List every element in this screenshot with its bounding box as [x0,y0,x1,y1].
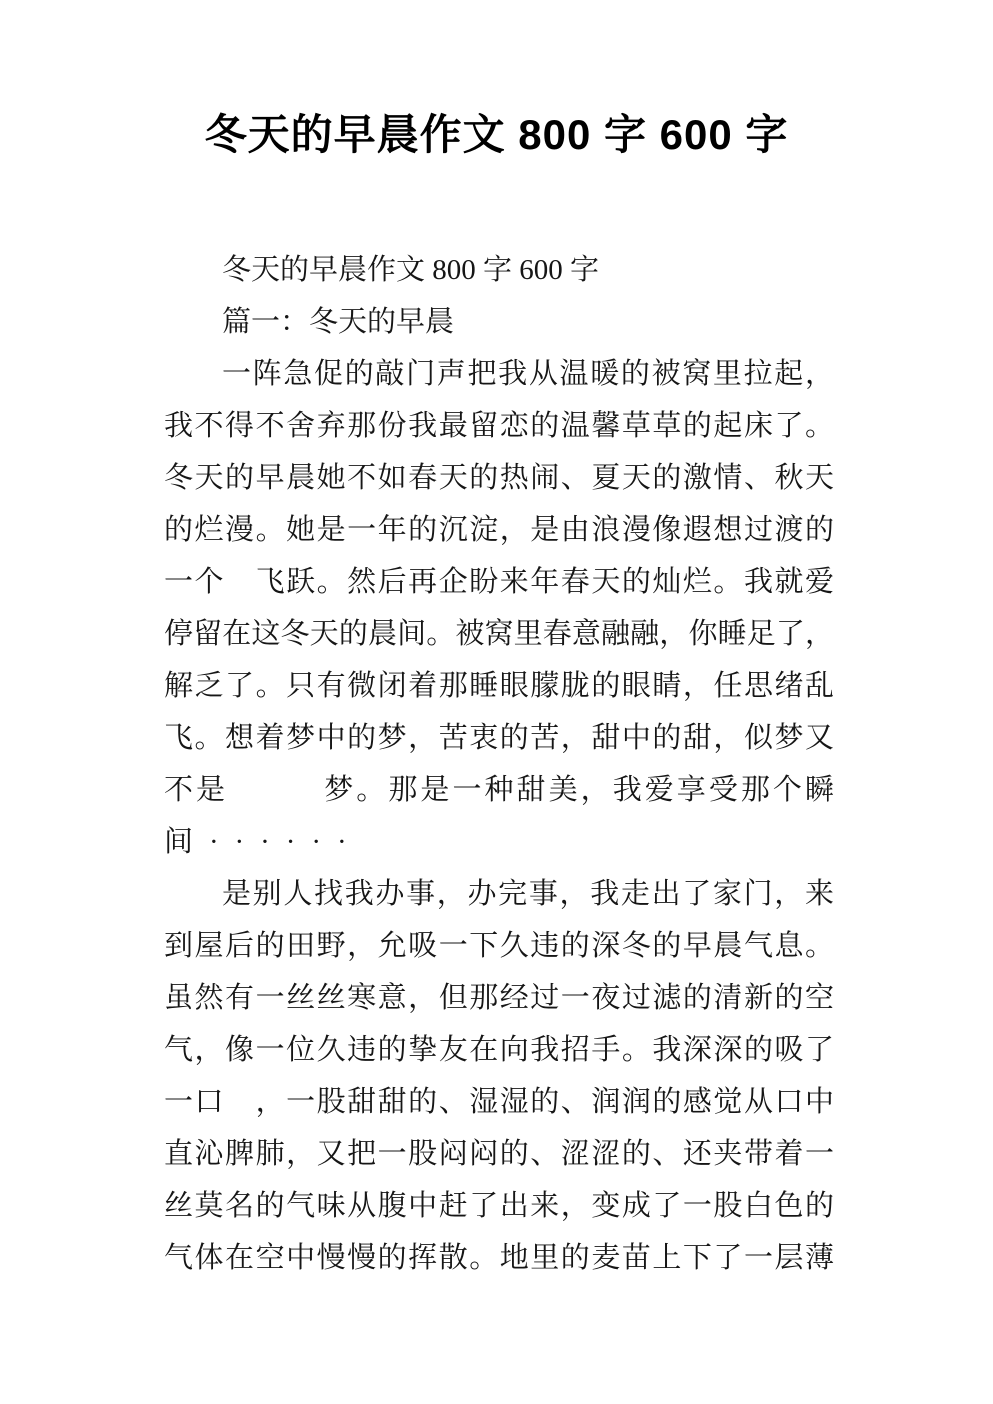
text-line: 停留在这冬天的晨间。被窝里春意融融，你睡足了， [164,618,834,650]
text-line: 到屋后的田野，允吸一下久违的深冬的早晨气息。 [164,930,834,962]
document-title: 冬天的早晨作文 800 字 600 字 [204,111,789,158]
text-line: 冬天的早晨作文 800 字 600 字 [222,254,600,286]
text-line: 一阵急促的敲门声把我从温暖的被窝里拉起， [222,358,834,390]
text-line: 解乏了。只有微闭着那睡眼朦胧的眼睛，任思绪乱 [164,670,834,702]
text-line: 气，像一位久违的挚友在向我招手。我深深的吸了 [164,1034,834,1066]
text-line: 是别人找我办事，办完事，我走出了家门，来 [222,878,834,910]
text-line: 丝莫名的气味从腹中赶了出来，变成了一股白色的 [164,1190,834,1222]
text-line: 虽然有一丝丝寒意，但那经过一夜过滤的清新的空 [164,982,834,1014]
text-line: 气体在空中慢慢的挥散。地里的麦苗上下了一层薄 [164,1242,834,1274]
text-line: 的烂漫。她是一年的沉淀，是由浪漫像遐想过渡的 [164,514,834,546]
text-line: 直沁脾肺，又把一股闷闷的、涩涩的、还夹带着一 [164,1138,834,1170]
text-line: 飞。想着梦中的梦，苦衷的苦，甜中的甜，似梦又 [164,722,834,754]
text-line: 我不得不舍弃那份我最留恋的温馨草草的起床了。 [164,410,834,442]
text-line: 不是 梦。那是一种甜美，我爱享受那个瞬 [164,774,834,806]
text-line: 间······ [164,826,363,858]
text-line: 一口 ，一股甜甜的、湿湿的、润润的感觉从口中 [164,1086,834,1118]
text-line: 冬天的早晨她不如春天的热闹、夏天的激情、秋天 [164,462,834,494]
document-body [164,244,834,1284]
text-line: 篇一：冬天的早晨 [222,306,455,338]
text-line: 一个 飞跃。然后再企盼来年春天的灿烂。我就爱 [164,566,834,598]
